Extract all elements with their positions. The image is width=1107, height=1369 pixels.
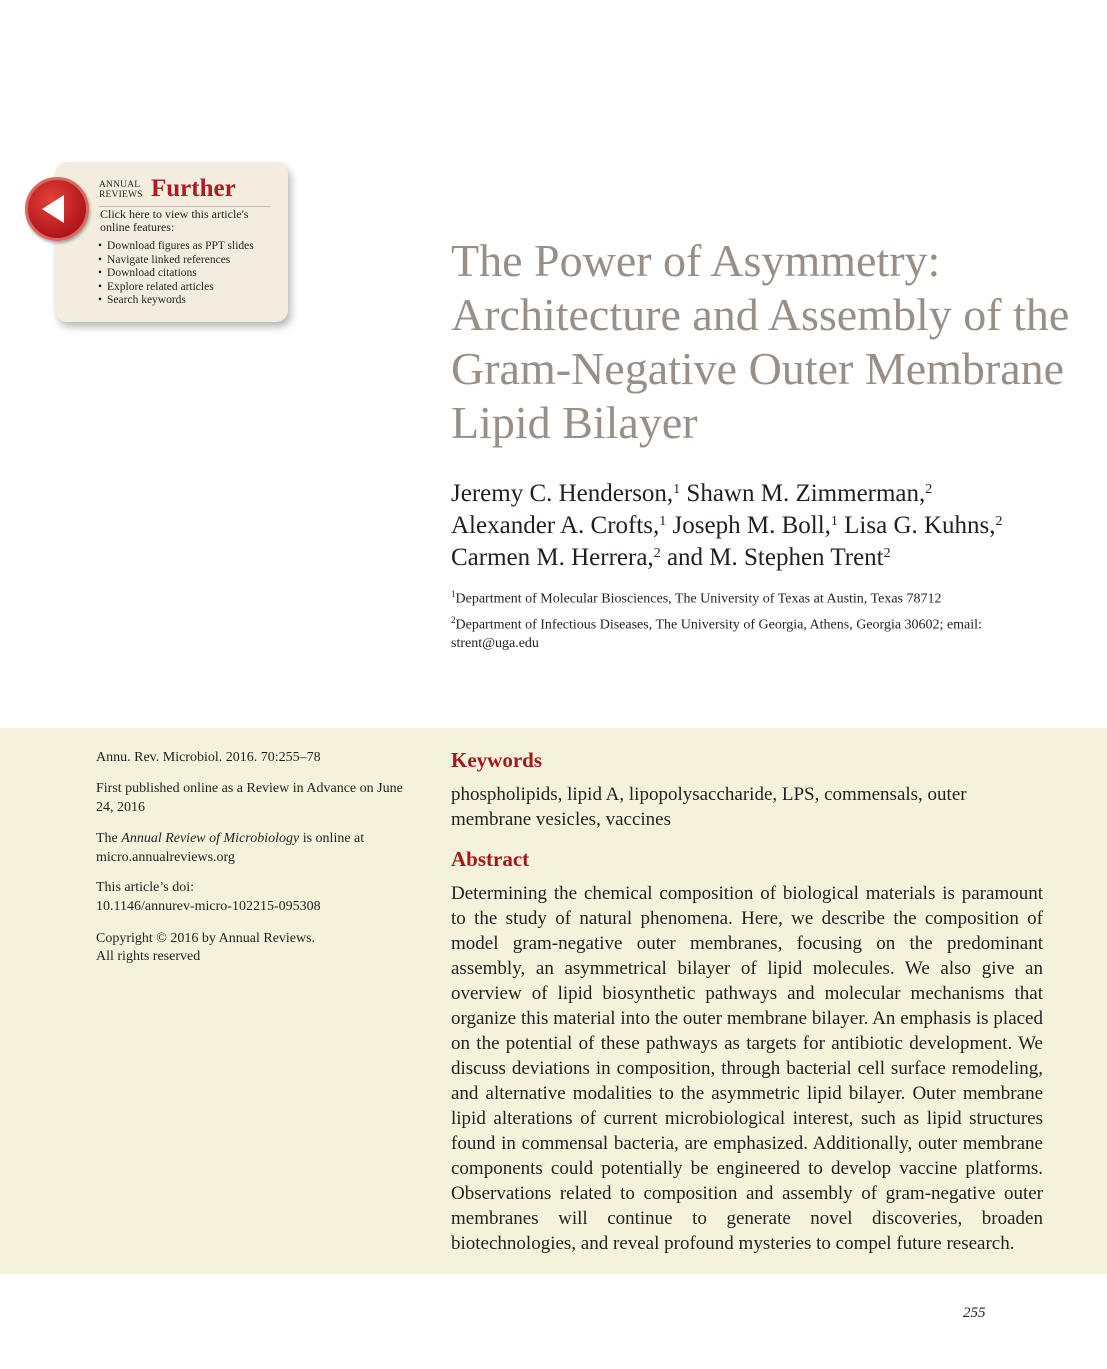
author-name: Jeremy C. Henderson,: [451, 480, 674, 507]
author-line: [451, 510, 1071, 542]
author-name: Joseph M. Boll,: [672, 512, 831, 539]
author-affiliation-mark: 2: [883, 546, 891, 561]
author-line: [451, 542, 1071, 574]
author-name: Shawn M. Zimmerman,: [686, 480, 926, 507]
author-affiliation-mark: 1: [659, 514, 667, 529]
published-date: First published online as a Review in Advance on June 24, 2016: [96, 781, 403, 815]
feature-search-keywords[interactable]: • Search keywords: [98, 294, 254, 308]
further-logo: Further: [151, 175, 236, 202]
journal-online: [96, 830, 406, 867]
author-affiliation-mark: 1: [673, 482, 681, 497]
click-here-text: [100, 208, 278, 234]
abstract-text: Determining the chemical composition of biological materials is paramount to the study of natural phenomena. Here, we describe the composition of model gram-negative outer membranes, focusing on the predominant assembly, an asymmetrical bilayer of lipid molecules. We also give an overview of lipid biosynthetic pathways and molecular mechanisms that organize this material into the outer membrane bilayer. An emphasis is placed on the potential of these pathways as targets for antibiotic development. We discuss deviations in composition, through bacterial cell surface remodeling, and alternative modalities to the asymmetric lipid bilayer. Outer membrane lipid alterations of current microbiological interest, such as lipid structures found in commensal bacteria, are emphasized. Additionally, outer membrane components could potentially be engineered to develop vaccine platforms. Observations related to composition and assembly of gram-negative outer membranes will continue to generate novel discoveries, broaden biotechnologies, and reveal profound mysteries to compel future research.: [451, 883, 1043, 1254]
author-affiliation-mark: 2: [653, 546, 661, 561]
keywords-text: phospholipids, lipid A, lipopolysaccharide, LPS, commensals, outer membrane vesicles, vaccines: [451, 784, 967, 830]
click-here-rest: to view this article's online features:: [100, 207, 249, 234]
page-number: 255: [963, 1305, 986, 1321]
reviews-label: REVIEWS: [99, 190, 143, 200]
author-affiliation-mark: 2: [995, 514, 1003, 529]
feature-related-articles[interactable]: • Explore related articles: [98, 281, 254, 295]
affiliation-mark: 2: [451, 615, 456, 625]
journal-online-post: is online at micro.annualreviews.org: [96, 831, 365, 865]
author-name: Alexander A. Crofts,: [451, 512, 660, 539]
doi[interactable]: 10.1146/annurev-micro-102215-095308: [96, 899, 321, 914]
rights: All rights reserved: [96, 949, 201, 964]
article-title: The Power of Asymmetry: Architecture and Assembly of the Gram-Negative Outer Membrane Lipid Bilayer: [451, 235, 1070, 448]
back-arrow-button[interactable]: [25, 177, 89, 241]
journal-online-pre: The: [96, 831, 122, 846]
author-name: Lisa G. Kuhns,: [844, 512, 996, 539]
journal-name: Annual Review of Microbiology: [121, 831, 300, 846]
feature-list: [98, 240, 254, 308]
left-arrow-icon: [34, 186, 80, 232]
affiliation-text: Department of Infectious Diseases, The University of Georgia, Athens, Georgia 30602; email: strent@uga.edu: [451, 617, 982, 651]
author-affiliation-mark: 2: [925, 482, 933, 497]
annual-label: ANNUAL: [99, 180, 141, 190]
affiliation-1: [451, 585, 1071, 609]
doi-label: This article’s doi:: [96, 880, 194, 895]
author-name: Carmen M. Herrera,: [451, 544, 654, 571]
feature-download-figures[interactable]: • Download figures as PPT slides: [98, 240, 254, 254]
feature-navigate-references[interactable]: • Navigate linked references: [98, 254, 254, 268]
feature-download-citations[interactable]: • Download citations: [98, 267, 254, 281]
click-here-link[interactable]: Click here: [100, 207, 150, 221]
citation: Annu. Rev. Microbiol. 2016. 70:255–78: [96, 750, 321, 765]
author-name: and M. Stephen Trent: [666, 544, 884, 571]
affiliation-mark: 1: [451, 589, 456, 599]
keywords-heading: Keywords: [451, 748, 542, 772]
author-affiliation-mark: 1: [830, 514, 838, 529]
affiliation-text: Department of Molecular Biosciences, The University of Texas at Austin, Texas 78712: [455, 591, 942, 607]
author-list: [451, 478, 1071, 574]
copyright: Copyright © 2016 by Annual Reviews.: [96, 931, 316, 946]
abstract-heading: Abstract: [451, 847, 530, 871]
author-line: [451, 478, 1071, 510]
affiliation-2: [451, 611, 1071, 653]
